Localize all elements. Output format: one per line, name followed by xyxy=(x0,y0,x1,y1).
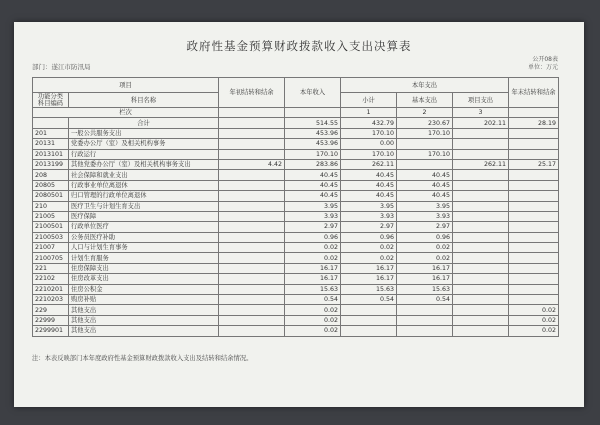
subtotal-cell: 0.02 xyxy=(341,253,397,263)
code-cell xyxy=(33,118,69,128)
opening-cell xyxy=(219,139,285,149)
project-cell xyxy=(453,201,509,211)
document-title: 政府性基金预算财政拨款收入支出决算表 xyxy=(186,39,412,53)
column-index-cell xyxy=(509,108,559,118)
project-cell xyxy=(453,139,509,149)
name-cell: 行政单位医疗 xyxy=(69,222,219,232)
name-cell: 购房补贴 xyxy=(69,295,219,305)
opening-cell xyxy=(219,305,285,315)
name-cell: 人口与计划生育事务 xyxy=(69,243,219,253)
subtotal-cell: 15.63 xyxy=(341,284,397,294)
income-cell: 453.96 xyxy=(285,128,341,138)
name-cell: 医疗卫生与计划生育支出 xyxy=(69,201,219,211)
basic-cell: 40.45 xyxy=(397,170,453,180)
project-cell: 202.11 xyxy=(453,118,509,128)
column-index-cell: 3 xyxy=(453,108,509,118)
closing-cell xyxy=(509,139,559,149)
opening-cell xyxy=(219,128,285,138)
code-cell: 21005 xyxy=(33,211,69,221)
name-cell: 行政事业单位离退休 xyxy=(69,180,219,190)
project-cell xyxy=(453,243,509,253)
name-cell: 其他支出 xyxy=(69,305,219,315)
subtotal-cell: 3.95 xyxy=(341,201,397,211)
subtotal-cell: 40.45 xyxy=(341,180,397,190)
subtotal-cell: 16.17 xyxy=(341,274,397,284)
closing-cell xyxy=(509,170,559,180)
income-cell: 15.63 xyxy=(285,284,341,294)
opening-cell xyxy=(219,222,285,232)
code-cell: 2210203 xyxy=(33,295,69,305)
subtotal-cell: 0.54 xyxy=(341,295,397,305)
basic-cell xyxy=(397,315,453,325)
income-cell: 0.02 xyxy=(285,253,341,263)
table-row xyxy=(33,201,559,211)
project-cell xyxy=(453,191,509,201)
subtotal-cell: 170.10 xyxy=(341,128,397,138)
income-cell: 3.95 xyxy=(285,201,341,211)
basic-cell: 16.17 xyxy=(397,263,453,273)
opening-cell xyxy=(219,170,285,180)
code-cell: 20805 xyxy=(33,180,69,190)
income-cell: 0.54 xyxy=(285,295,341,305)
name-cell: 住房公积金 xyxy=(69,284,219,294)
basic-cell: 40.45 xyxy=(397,180,453,190)
basic-cell xyxy=(397,139,453,149)
basic-cell: 15.63 xyxy=(397,284,453,294)
opening-cell xyxy=(219,243,285,253)
header-closing: 年末结转和结余 xyxy=(509,78,559,108)
table-row xyxy=(33,305,559,315)
table-row xyxy=(33,159,559,169)
opening-cell xyxy=(219,253,285,263)
header-income: 本年收入 xyxy=(285,78,341,108)
income-cell: 283.86 xyxy=(285,159,341,169)
income-cell: 170.10 xyxy=(285,149,341,159)
basic-cell: 0.02 xyxy=(397,253,453,263)
code-cell: 229 xyxy=(33,305,69,315)
subtotal-cell: 0.96 xyxy=(341,232,397,242)
subtotal-cell: 40.45 xyxy=(341,191,397,201)
table-row xyxy=(33,284,559,294)
closing-cell xyxy=(509,243,559,253)
income-cell: 0.02 xyxy=(285,315,341,325)
opening-cell: 4.42 xyxy=(219,159,285,169)
closing-cell xyxy=(509,180,559,190)
name-cell: 一般公共服务支出 xyxy=(69,128,219,138)
closing-cell: 0.02 xyxy=(509,326,559,336)
subtotal-cell xyxy=(341,305,397,315)
closing-cell: 25.17 xyxy=(509,159,559,169)
header-func-code: 功能分类科目编码 xyxy=(33,93,69,108)
subtotal-cell: 40.45 xyxy=(341,170,397,180)
code-cell: 201 xyxy=(33,128,69,138)
table-row xyxy=(33,253,559,263)
project-cell xyxy=(453,222,509,232)
name-cell: 归口管理的行政单位离退休 xyxy=(69,191,219,201)
name-cell: 其他党委办公厅（室）及相关机构事务支出 xyxy=(69,159,219,169)
code-cell: 2100503 xyxy=(33,232,69,242)
closing-cell: 0.02 xyxy=(509,305,559,315)
opening-cell xyxy=(219,326,285,336)
name-cell: 其他支出 xyxy=(69,315,219,325)
table-row xyxy=(33,118,559,128)
income-cell: 40.45 xyxy=(285,191,341,201)
header-subtotal: 小计 xyxy=(341,93,397,108)
header-item-name: 科目名称 xyxy=(69,93,219,108)
closing-cell: 0.02 xyxy=(509,315,559,325)
table-row xyxy=(33,149,559,159)
opening-cell xyxy=(219,274,285,284)
header-opening: 年初结转和结余 xyxy=(219,78,285,108)
form-info xyxy=(528,56,558,72)
closing-cell xyxy=(509,253,559,263)
code-cell: 2013101 xyxy=(33,149,69,159)
project-cell: 262.11 xyxy=(453,159,509,169)
project-cell xyxy=(453,295,509,305)
table-row xyxy=(33,211,559,221)
income-cell: 453.96 xyxy=(285,139,341,149)
table-row xyxy=(33,263,559,273)
income-cell: 3.93 xyxy=(285,211,341,221)
table-row xyxy=(33,191,559,201)
basic-cell: 3.95 xyxy=(397,201,453,211)
opening-cell xyxy=(219,118,285,128)
basic-cell xyxy=(397,159,453,169)
name-cell: 医疗保障 xyxy=(69,211,219,221)
column-index-cell: 1 xyxy=(341,108,397,118)
name-cell: 行政运行 xyxy=(69,149,219,159)
project-cell xyxy=(453,180,509,190)
project-cell xyxy=(453,305,509,315)
income-cell: 40.45 xyxy=(285,170,341,180)
basic-cell: 2.97 xyxy=(397,222,453,232)
project-cell xyxy=(453,170,509,180)
table-row xyxy=(33,222,559,232)
column-index-cell xyxy=(285,108,341,118)
closing-cell xyxy=(509,232,559,242)
table-row xyxy=(33,315,559,325)
closing-cell xyxy=(509,284,559,294)
subtotal-cell: 3.93 xyxy=(341,211,397,221)
code-cell: 2100705 xyxy=(33,253,69,263)
code-cell: 2080501 xyxy=(33,191,69,201)
header-project-exp: 项目支出 xyxy=(453,93,509,108)
income-cell: 16.17 xyxy=(285,263,341,273)
document-page xyxy=(14,22,584,407)
project-cell xyxy=(453,315,509,325)
table-row xyxy=(33,180,559,190)
subtotal-cell xyxy=(341,326,397,336)
income-cell: 40.45 xyxy=(285,180,341,190)
subtotal-cell xyxy=(341,315,397,325)
opening-cell xyxy=(219,201,285,211)
subtotal-cell: 262.11 xyxy=(341,159,397,169)
subtotal-cell: 16.17 xyxy=(341,263,397,273)
opening-cell xyxy=(219,284,285,294)
basic-cell xyxy=(397,326,453,336)
project-cell xyxy=(453,128,509,138)
code-cell: 22999 xyxy=(33,315,69,325)
income-cell: 514.55 xyxy=(285,118,341,128)
code-cell: 22102 xyxy=(33,274,69,284)
table-body xyxy=(33,118,559,336)
header-project: 项目 xyxy=(33,78,219,93)
basic-cell: 40.45 xyxy=(397,191,453,201)
basic-cell: 170.10 xyxy=(397,149,453,159)
name-cell: 公务员医疗补助 xyxy=(69,232,219,242)
basic-cell xyxy=(397,305,453,315)
closing-cell xyxy=(509,149,559,159)
project-cell xyxy=(453,274,509,284)
basic-cell: 230.67 xyxy=(397,118,453,128)
basic-cell: 0.02 xyxy=(397,243,453,253)
name-cell: 其他支出 xyxy=(69,326,219,336)
column-index-label: 栏次 xyxy=(33,108,219,118)
basic-cell: 16.17 xyxy=(397,274,453,284)
opening-cell xyxy=(219,180,285,190)
project-cell xyxy=(453,149,509,159)
unit-label: 单位：万元 xyxy=(527,64,558,71)
form-number: 公开08表 xyxy=(532,56,558,63)
project-cell xyxy=(453,263,509,273)
subtotal-cell: 432.79 xyxy=(341,118,397,128)
project-cell xyxy=(453,211,509,221)
opening-cell xyxy=(219,295,285,305)
closing-cell xyxy=(509,211,559,221)
code-cell: 2299901 xyxy=(33,326,69,336)
name-cell: 社会保障和就业支出 xyxy=(69,170,219,180)
header-basic: 基本支出 xyxy=(397,93,453,108)
project-cell xyxy=(453,232,509,242)
basic-cell: 170.10 xyxy=(397,128,453,138)
project-cell xyxy=(453,284,509,294)
table-row xyxy=(33,326,559,336)
closing-cell xyxy=(509,263,559,273)
income-cell: 16.17 xyxy=(285,274,341,284)
table-row xyxy=(33,243,559,253)
closing-cell xyxy=(509,191,559,201)
basic-cell: 3.93 xyxy=(397,211,453,221)
code-cell: 210 xyxy=(33,201,69,211)
opening-cell xyxy=(219,263,285,273)
name-cell: 合计 xyxy=(69,118,219,128)
opening-cell xyxy=(219,149,285,159)
project-cell xyxy=(453,253,509,263)
income-cell: 2.97 xyxy=(285,222,341,232)
table-row xyxy=(33,295,559,305)
income-cell: 0.02 xyxy=(285,326,341,336)
code-cell: 21007 xyxy=(33,243,69,253)
opening-cell xyxy=(219,232,285,242)
closing-cell xyxy=(509,201,559,211)
name-cell: 计划生育服务 xyxy=(69,253,219,263)
column-index-cell xyxy=(219,108,285,118)
table-row xyxy=(33,139,559,149)
income-cell: 0.96 xyxy=(285,232,341,242)
name-cell: 党委办公厅（室）及相关机构事务 xyxy=(69,139,219,149)
table-wrapper xyxy=(32,77,558,337)
code-cell: 221 xyxy=(33,263,69,273)
opening-cell xyxy=(219,315,285,325)
basic-cell: 0.96 xyxy=(397,232,453,242)
subtotal-cell: 0.00 xyxy=(341,139,397,149)
subtotal-cell: 0.02 xyxy=(341,243,397,253)
opening-cell xyxy=(219,191,285,201)
budget-table xyxy=(32,77,559,337)
closing-cell xyxy=(509,274,559,284)
opening-cell xyxy=(219,211,285,221)
table-row xyxy=(33,274,559,284)
table-row xyxy=(33,170,559,180)
income-cell: 0.02 xyxy=(285,243,341,253)
code-cell: 2100501 xyxy=(33,222,69,232)
code-cell: 208 xyxy=(33,170,69,180)
closing-cell xyxy=(509,295,559,305)
code-cell: 2013199 xyxy=(33,159,69,169)
footnote: 注：本表反映部门本年度政府性基金预算财政拨款收入支出及结转和结余情况。 xyxy=(32,355,253,362)
name-cell: 住房改革支出 xyxy=(69,274,219,284)
basic-cell: 0.54 xyxy=(397,295,453,305)
code-cell: 20131 xyxy=(33,139,69,149)
income-cell: 0.02 xyxy=(285,305,341,315)
department-label: 部门：遂江市防汛局 xyxy=(32,63,91,71)
column-index-cell: 2 xyxy=(397,108,453,118)
name-cell: 住房保障支出 xyxy=(69,263,219,273)
project-cell xyxy=(453,326,509,336)
subtotal-cell: 170.10 xyxy=(341,149,397,159)
table-row xyxy=(33,232,559,242)
subtotal-cell: 2.97 xyxy=(341,222,397,232)
closing-cell: 28.19 xyxy=(509,118,559,128)
closing-cell xyxy=(509,128,559,138)
header-expenditure: 本年支出 xyxy=(341,78,509,93)
code-cell: 2210201 xyxy=(33,284,69,294)
closing-cell xyxy=(509,222,559,232)
table-row xyxy=(33,128,559,138)
